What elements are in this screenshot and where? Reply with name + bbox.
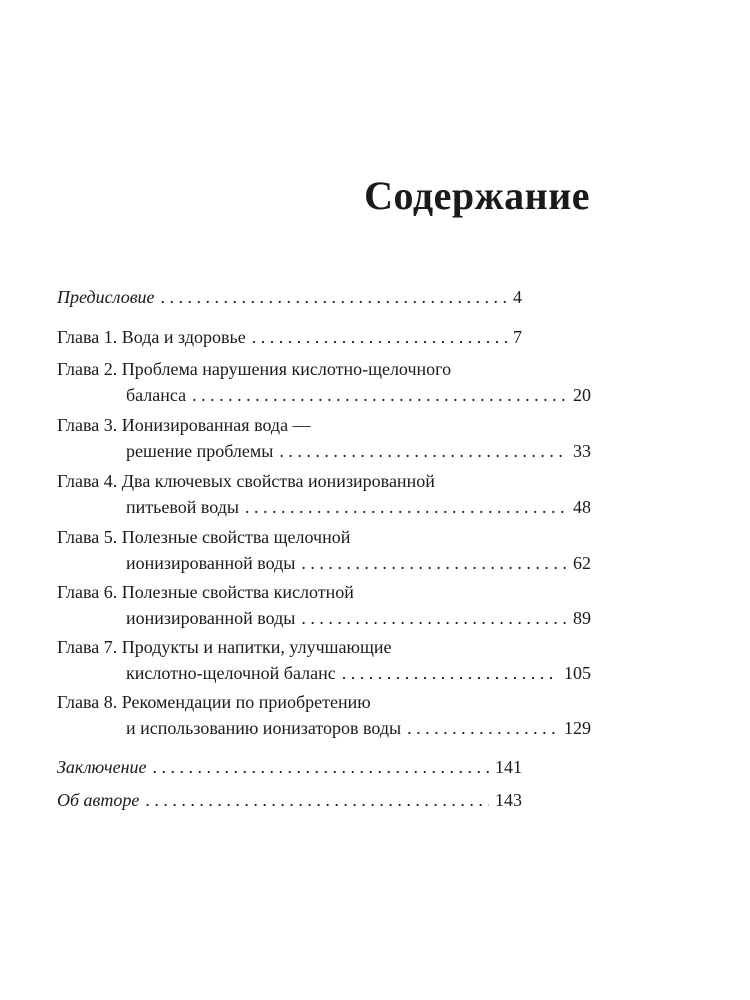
- toc-entry-page: 7: [513, 327, 522, 347]
- chapter-title-line-2: питьевой воды: [126, 494, 245, 520]
- chapter-title-line-1: Рекомендации по приобретению: [121, 692, 371, 712]
- chapter-title-line-1: Продукты и напитки, улучшающие: [121, 637, 392, 657]
- leader-dots: [245, 494, 567, 520]
- leader-dots: [192, 382, 567, 408]
- chapter-title-line-2: баланса: [126, 382, 192, 408]
- chapter-label: Глава 3.: [57, 415, 118, 435]
- leader-dots: [301, 550, 567, 576]
- toc-entry-page: 33: [573, 441, 591, 461]
- toc-entry-chapter-1[interactable]: [57, 324, 522, 350]
- chapter-title-line-2: и использованию ионизаторов воды: [126, 715, 407, 741]
- toc-entry-page: 4: [513, 287, 522, 307]
- leader-dots: [153, 754, 490, 780]
- leader-dots: [252, 324, 507, 350]
- chapter-label: Глава 7.: [57, 637, 118, 657]
- chapter-label: Глава 2.: [57, 359, 118, 379]
- chapter-title-line-2: ионизированной воды: [126, 550, 301, 576]
- leader-dots: [279, 438, 567, 464]
- toc-entry-page: 141: [495, 757, 522, 777]
- chapter-label: Глава 6.: [57, 582, 118, 602]
- chapter-label: Глава 4.: [57, 471, 118, 491]
- toc-entry-conclusion[interactable]: [57, 754, 522, 780]
- toc-entry-page: 48: [573, 497, 591, 517]
- chapter-title-line-2: кислотно-щелочной баланс: [126, 660, 342, 686]
- chapter-label: Глава 8.: [57, 692, 118, 712]
- chapter-title-line-1: Проблема нарушения кислотно-щелочного: [121, 359, 452, 379]
- toc-entry-preface[interactable]: [57, 284, 522, 310]
- chapter-title-line-1: Два ключевых свойства ионизированной: [121, 471, 435, 491]
- chapter-label: Глава 5.: [57, 527, 118, 547]
- toc-entry-chapter-8[interactable]: [57, 689, 591, 741]
- leader-dots: [301, 605, 567, 631]
- page-title: Содержание: [364, 173, 590, 218]
- toc-entry-title: Предисловие: [57, 284, 161, 310]
- toc-entry-page: 20: [573, 385, 591, 405]
- toc-entry-chapter-2[interactable]: [57, 356, 591, 408]
- chapter-title-line-2: решение проблемы: [126, 438, 279, 464]
- toc-entry-title: Заключение: [57, 754, 153, 780]
- chapter-label: Глава 1.: [57, 327, 118, 347]
- leader-dots: [342, 660, 558, 686]
- chapter-title: Вода и здоровье: [121, 327, 246, 347]
- chapter-title-line-1: Полезные свойства кислотной: [121, 582, 354, 602]
- toc-entry-page: 62: [573, 553, 591, 573]
- toc-entry-chapter-5[interactable]: [57, 524, 591, 576]
- toc-entry-page: 105: [564, 663, 591, 683]
- toc-entry-chapter-7[interactable]: [57, 634, 591, 686]
- toc-entry-page: 89: [573, 608, 591, 628]
- chapter-title-line-1: Полезные свойства щелочной: [121, 527, 351, 547]
- leader-dots: [145, 787, 489, 813]
- chapter-title-line-1: Ионизированная вода —: [121, 415, 311, 435]
- toc-entry-chapter-4[interactable]: [57, 468, 591, 520]
- toc-entry-chapter-6[interactable]: [57, 579, 591, 631]
- toc-entry-chapter-3[interactable]: [57, 412, 591, 464]
- leader-dots: [407, 715, 558, 741]
- toc-entry-page: 143: [495, 790, 522, 810]
- chapter-title-line-2: ионизированной воды: [126, 605, 301, 631]
- toc-entry-page: 129: [564, 718, 591, 738]
- leader-dots: [161, 284, 507, 310]
- toc-entry-title: Об авторе: [57, 787, 145, 813]
- toc-entry-about-author[interactable]: [57, 787, 522, 813]
